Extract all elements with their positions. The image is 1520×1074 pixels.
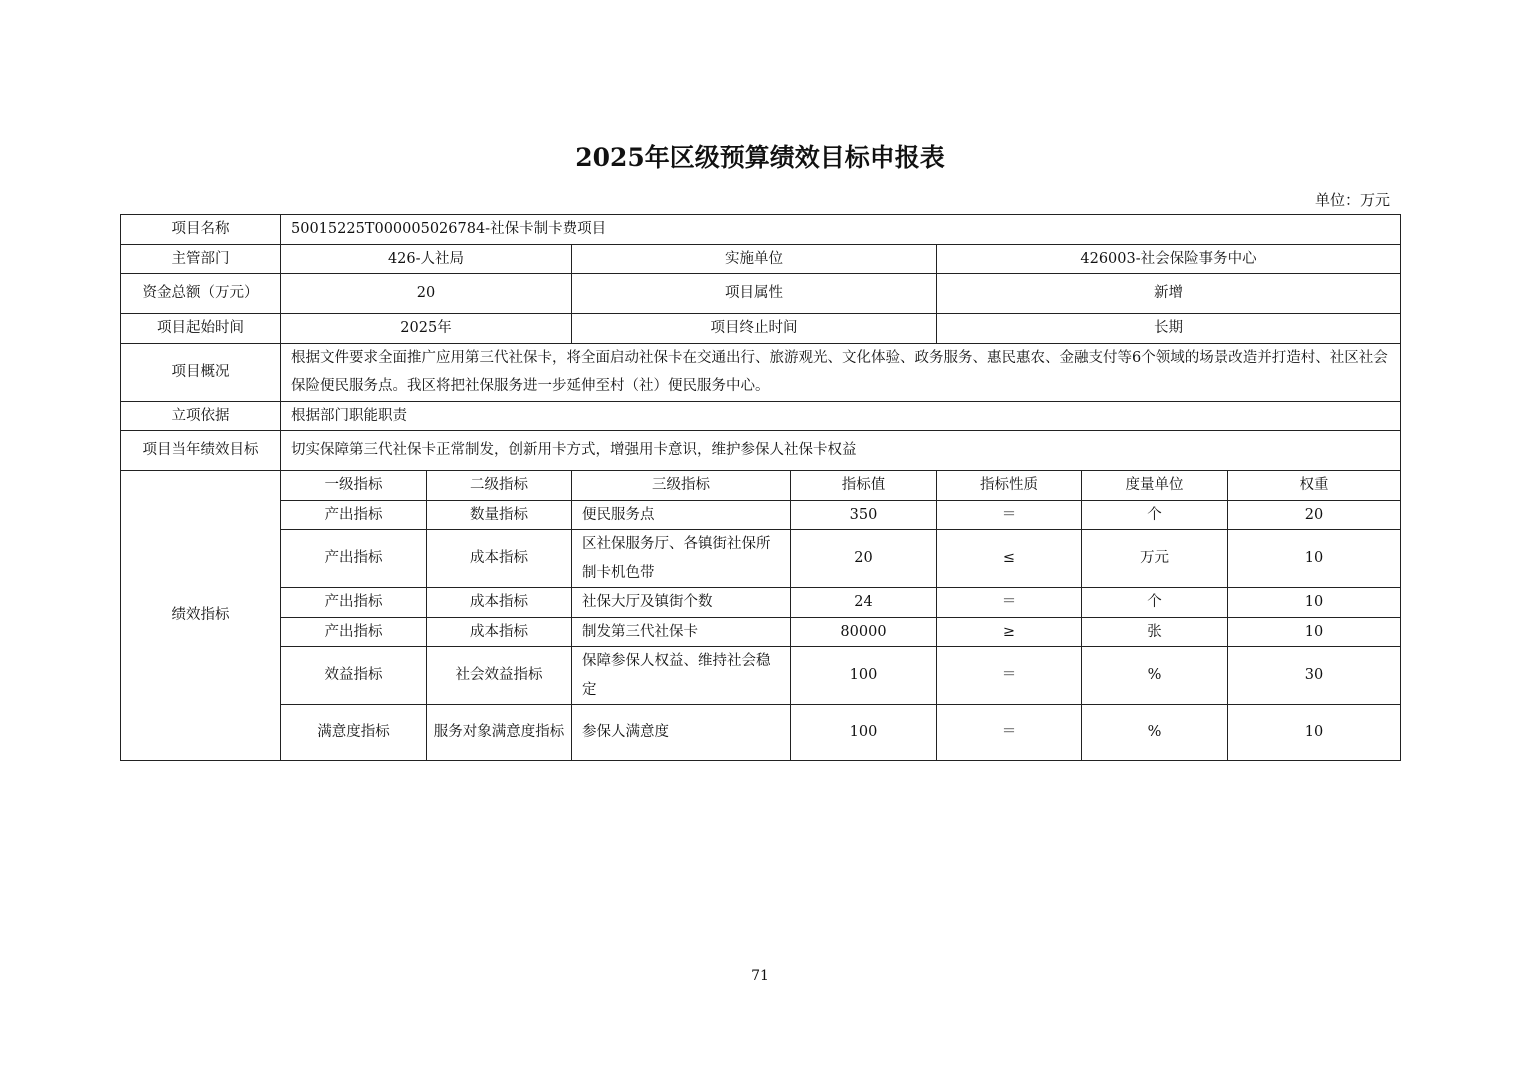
fund-label: 资金总额（万元） — [121, 274, 281, 314]
indicator-row — [121, 500, 1401, 530]
row-goal — [121, 431, 1401, 471]
indicator-level2: 成本指标 — [427, 617, 572, 647]
indicator-level3: 便民服务点 — [572, 500, 791, 530]
indicator-level1: 产出指标 — [281, 500, 427, 530]
indicator-weight: 10 — [1228, 617, 1401, 647]
project-name-label: 项目名称 — [121, 215, 281, 245]
indicator-level2: 服务对象满意度指标 — [427, 705, 572, 761]
indicator-row — [121, 617, 1401, 647]
header-level1: 一级指标 — [281, 471, 427, 501]
row-basis — [121, 401, 1401, 431]
indicator-level3: 社保大厅及镇街个数 — [572, 588, 791, 618]
row-department — [121, 244, 1401, 274]
page-number: 71 — [751, 968, 769, 984]
indicator-level3: 保障参保人权益、维持社会稳定 — [572, 647, 791, 705]
budget-performance-table — [120, 214, 1401, 761]
row-overview — [121, 343, 1401, 401]
document-title: 2025年区级预算绩效目标申报表 — [575, 143, 945, 172]
indicator-weight: 20 — [1228, 500, 1401, 530]
header-unit: 度量单位 — [1082, 471, 1228, 501]
impl-label: 实施单位 — [572, 244, 937, 274]
row-project-name — [121, 215, 1401, 245]
start-label: 项目起始时间 — [121, 314, 281, 344]
indicator-header-row — [121, 471, 1401, 501]
indicator-level2: 社会效益指标 — [427, 647, 572, 705]
attr-label: 项目属性 — [572, 274, 937, 314]
goal-label: 项目当年绩效目标 — [121, 431, 281, 471]
header-nature: 指标性质 — [937, 471, 1082, 501]
indicator-value: 100 — [791, 705, 937, 761]
indicator-value: 100 — [791, 647, 937, 705]
end-label: 项目终止时间 — [572, 314, 937, 344]
indicator-row — [121, 647, 1401, 705]
indicator-unit: % — [1082, 647, 1228, 705]
indicator-unit: 张 — [1082, 617, 1228, 647]
attr-value: 新增 — [937, 274, 1401, 314]
indicator-level1: 产出指标 — [281, 588, 427, 618]
dept-value: 426-人社局 — [281, 244, 572, 274]
indicator-value: 80000 — [791, 617, 937, 647]
indicator-nature: ＝ — [937, 705, 1082, 761]
indicator-row — [121, 588, 1401, 618]
indicator-row — [121, 705, 1401, 761]
indicator-weight: 30 — [1228, 647, 1401, 705]
indicator-value: 350 — [791, 500, 937, 530]
indicator-nature: ＝ — [937, 500, 1082, 530]
indicator-level2: 成本指标 — [427, 530, 572, 588]
indicators-section-label: 绩效指标 — [121, 471, 281, 761]
indicator-level3: 参保人满意度 — [572, 705, 791, 761]
end-value: 长期 — [937, 314, 1401, 344]
start-value: 2025年 — [281, 314, 572, 344]
impl-value: 426003-社会保险事务中心 — [937, 244, 1401, 274]
goal-value: 切实保障第三代社保卡正常制发，创新用卡方式，增强用卡意识，维护参保人社保卡权益 — [281, 431, 1401, 471]
indicator-weight: 10 — [1228, 588, 1401, 618]
project-name-value: 50015225T000005026784-社保卡制卡费项目 — [281, 215, 1401, 245]
indicator-level1: 效益指标 — [281, 647, 427, 705]
indicator-level1: 产出指标 — [281, 617, 427, 647]
indicator-unit: 万元 — [1082, 530, 1228, 588]
indicator-level2: 数量指标 — [427, 500, 572, 530]
unit-label: 单位：万元 — [1314, 191, 1390, 209]
indicator-nature: ＝ — [937, 647, 1082, 705]
basis-value: 根据部门职能职责 — [281, 401, 1401, 431]
indicator-unit: 个 — [1082, 588, 1228, 618]
row-period — [121, 314, 1401, 344]
indicator-unit: % — [1082, 705, 1228, 761]
basis-label: 立项依据 — [121, 401, 281, 431]
overview-label: 项目概况 — [121, 343, 281, 401]
header-value: 指标值 — [791, 471, 937, 501]
fund-value: 20 — [281, 274, 572, 314]
header-weight: 权重 — [1228, 471, 1401, 501]
indicator-nature: ＝ — [937, 588, 1082, 618]
header-level3: 三级指标 — [572, 471, 791, 501]
header-level2: 二级指标 — [427, 471, 572, 501]
indicator-level3: 制发第三代社保卡 — [572, 617, 791, 647]
dept-label: 主管部门 — [121, 244, 281, 274]
indicator-level1: 满意度指标 — [281, 705, 427, 761]
indicator-value: 20 — [791, 530, 937, 588]
indicator-level2: 成本指标 — [427, 588, 572, 618]
indicator-weight: 10 — [1228, 530, 1401, 588]
row-fund — [121, 274, 1401, 314]
indicator-weight: 10 — [1228, 705, 1401, 761]
indicator-nature: ≥ — [937, 617, 1082, 647]
indicator-nature: ≤ — [937, 530, 1082, 588]
indicator-value: 24 — [791, 588, 937, 618]
indicator-level1: 产出指标 — [281, 530, 427, 588]
indicator-row — [121, 530, 1401, 588]
indicator-unit: 个 — [1082, 500, 1228, 530]
overview-value: 根据文件要求全面推广应用第三代社保卡，将全面启动社保卡在交通出行、旅游观光、文化体验、政务服务、惠民惠农、金融支付等6个领域的场景改造并打造村、社区社会保险便民服务点。我区将把社保服务进一步延伸至村（社）便民服务中心。 — [281, 343, 1401, 401]
indicator-level3: 区社保服务厅、各镇街社保所制卡机色带 — [572, 530, 791, 588]
